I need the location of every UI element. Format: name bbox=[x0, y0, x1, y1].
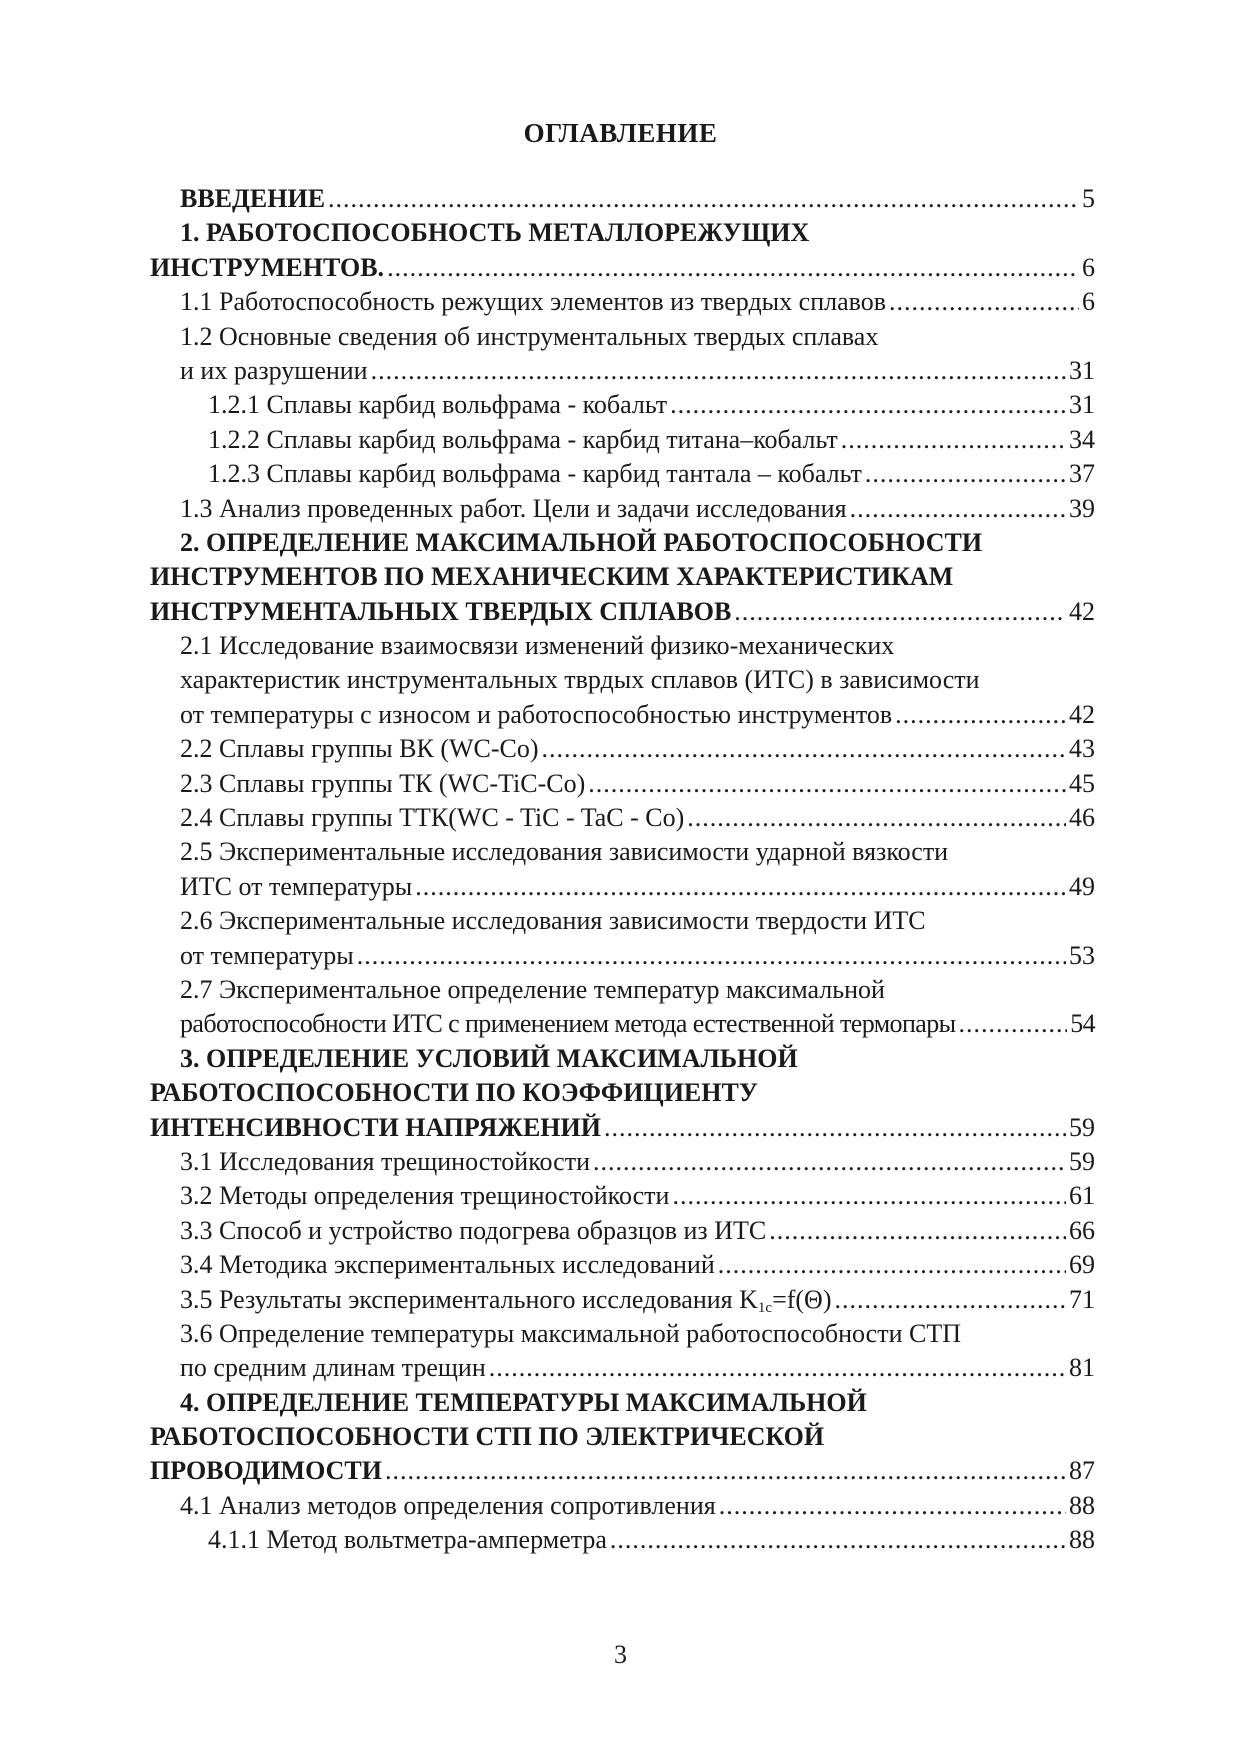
toc-entry-label: ИНСТРУМЕНТОВ ПО МЕХАНИЧЕСКИМ ХАРАКТЕРИСТИКАМ bbox=[150, 562, 954, 592]
toc-entry-label: 2.7 Экспериментальное определение температур максимальной bbox=[180, 974, 885, 1004]
toc-entry-ch4-line1[interactable] bbox=[150, 1386, 1095, 1420]
toc-title: ОГЛАВЛЕНИЕ bbox=[523, 118, 718, 148]
toc-entry-3-4[interactable] bbox=[150, 1248, 1095, 1282]
toc-entry-ch3-line2[interactable] bbox=[150, 1076, 1095, 1110]
toc-entry-label: 1.2.1 Сплавы карбид вольфрама - кобальт bbox=[208, 390, 668, 420]
toc-entry-page: 46 bbox=[1069, 803, 1095, 833]
toc-entry-label: РАБОТОСПОСОБНОСТИ ПО КОЭФФИЦИЕНТУ bbox=[150, 1078, 758, 1108]
toc-entry-page: 88 bbox=[1069, 1525, 1095, 1555]
toc-entry-label: 4.1 Анализ методов определения сопротивления bbox=[180, 1490, 716, 1520]
toc-entry-2-6[interactable] bbox=[150, 939, 1095, 973]
dot-leader bbox=[489, 1351, 1066, 1385]
toc-entry-ch2-line2[interactable] bbox=[150, 560, 1095, 594]
toc-entry-label: 3.4 Методика экспериментальных исследований bbox=[180, 1250, 715, 1280]
toc-entry-page: 34 bbox=[1069, 424, 1095, 454]
toc-entry-label: 2. ОПРЕДЕЛЕНИЕ МАКСИМАЛЬНОЙ РАБОТОСПОСОБНОСТИ bbox=[180, 527, 983, 557]
toc-entry-page: 5 bbox=[1082, 184, 1095, 213]
toc-entry-label: ИНСТРУМЕНТОВ. bbox=[150, 252, 385, 282]
dot-leader bbox=[357, 939, 1066, 973]
dot-leader bbox=[593, 1145, 1066, 1179]
toc-entry-page: 87 bbox=[1069, 1456, 1095, 1486]
toc-entry-page: 42 bbox=[1069, 699, 1095, 729]
toc-entry-2-1-line2[interactable] bbox=[150, 663, 1095, 697]
toc-entry-label: 1.1 Работоспособность режущих элементов из твердых сплавов bbox=[180, 287, 886, 317]
toc-entry-page: 69 bbox=[1069, 1250, 1095, 1280]
dot-leader bbox=[328, 182, 1079, 216]
toc-entry-ch4-line2[interactable] bbox=[150, 1420, 1095, 1454]
toc-entry-ch2[interactable] bbox=[150, 595, 1095, 629]
toc-entry-3-3[interactable] bbox=[150, 1214, 1095, 1248]
dot-leader bbox=[371, 354, 1066, 388]
toc-entry-page: 39 bbox=[1069, 493, 1095, 523]
toc-entry-label: 1. РАБОТОСПОСОБНОСТЬ МЕТАЛЛОРЕЖУЩИХ bbox=[180, 218, 810, 248]
dot-leader bbox=[672, 1179, 1066, 1213]
toc-entry-ch1-line1[interactable] bbox=[150, 216, 1095, 250]
toc-entry-page: 37 bbox=[1069, 459, 1095, 489]
toc-entry-1-2-1[interactable] bbox=[150, 388, 1095, 422]
toc-entry-label: 2.5 Экспериментальные исследования зависимости ударной вязкости bbox=[180, 837, 949, 867]
dot-leader bbox=[415, 870, 1066, 904]
toc-entry-page: 31 bbox=[1069, 390, 1095, 420]
toc-entry-page: 49 bbox=[1069, 871, 1095, 901]
toc-entry-label: по средним длинам трещин bbox=[180, 1353, 486, 1383]
toc-entry-page: 43 bbox=[1069, 734, 1095, 764]
toc-entry-label: 2.4 Сплавы группы ТТК(WC - TiC - TaC - Co) bbox=[180, 803, 685, 833]
toc-entry-label: 2.3 Сплавы группы ТК (WC-TiC-Co) bbox=[180, 768, 586, 798]
toc-entry-label: 3.1 Исследования трещиностойкости bbox=[180, 1146, 590, 1176]
toc-entry-label: 4.1.1 Метод вольтметра-амперметра bbox=[208, 1525, 607, 1555]
dot-leader bbox=[958, 1007, 1067, 1041]
table-of-contents bbox=[150, 182, 1095, 1558]
dot-leader bbox=[588, 767, 1066, 801]
dot-leader bbox=[895, 698, 1066, 732]
toc-entry-label: 2.1 Исследование взаимосвязи изменений физико-механических bbox=[180, 631, 895, 661]
toc-entry-label: РАБОТОСПОСОБНОСТИ СТП ПО ЭЛЕКТРИЧЕСКОЙ bbox=[150, 1422, 825, 1452]
dot-leader bbox=[387, 251, 1079, 285]
toc-entry-page: 45 bbox=[1069, 768, 1095, 798]
page-number: 3 bbox=[614, 1640, 627, 1669]
toc-entry-page: 6 bbox=[1082, 287, 1095, 317]
dot-leader bbox=[542, 732, 1066, 766]
toc-entry-label: и их разрушении bbox=[180, 355, 368, 385]
formula-suffix: =f(Θ) bbox=[772, 1284, 832, 1314]
toc-entry-label: ИНСТРУМЕНТАЛЬНЫХ ТВЕРДЫХ СПЛАВОВ bbox=[150, 596, 732, 626]
formula-subscript: 1c bbox=[757, 1299, 773, 1316]
toc-entry-1-2[interactable] bbox=[150, 354, 1095, 388]
toc-entry-label: ИНТЕНСИВНОСТИ НАПРЯЖЕНИЙ bbox=[150, 1112, 601, 1142]
toc-entry-1-2-line1[interactable] bbox=[150, 320, 1095, 354]
toc-entry-page: 54 bbox=[1070, 1009, 1095, 1039]
dot-leader bbox=[734, 595, 1066, 629]
toc-entry-page: 6 bbox=[1082, 252, 1095, 282]
toc-entry-2-5[interactable] bbox=[150, 870, 1095, 904]
toc-entry-1-2-3[interactable] bbox=[150, 457, 1095, 491]
toc-entry-label: характеристик инструментальных тврдых сплавов (ИТС) в зависимости bbox=[180, 665, 980, 695]
dot-leader bbox=[718, 1248, 1066, 1282]
toc-entry-page: 81 bbox=[1069, 1353, 1095, 1383]
dot-leader bbox=[834, 1283, 1066, 1317]
dot-leader bbox=[850, 492, 1066, 526]
toc-entry-label: 1.2.3 Сплавы карбид вольфрама - карбид тантала – кобальт bbox=[208, 459, 862, 489]
toc-entry-ch3[interactable] bbox=[150, 1111, 1095, 1145]
dot-leader bbox=[719, 1489, 1066, 1523]
toc-entry-label: 1.3 Анализ проведенных работ. Цели и задачи исследования bbox=[180, 493, 847, 523]
toc-entry-label: 1.2 Основные сведения об инструментальных твердых сплавах bbox=[180, 321, 879, 351]
toc-entry-label: 2.6 Экспериментальные исследования зависимости твердости ИТС bbox=[180, 906, 926, 936]
toc-entry-label bbox=[180, 1283, 831, 1317]
toc-entry-page: 31 bbox=[1069, 355, 1095, 385]
dot-leader bbox=[865, 457, 1066, 491]
toc-entry-2-1-line1[interactable] bbox=[150, 629, 1095, 663]
toc-entry-page: 42 bbox=[1069, 596, 1095, 626]
toc-entry-3-2[interactable] bbox=[150, 1179, 1095, 1213]
toc-entry-page: 88 bbox=[1069, 1490, 1095, 1520]
dot-leader bbox=[604, 1111, 1066, 1145]
toc-entry-ch1[interactable] bbox=[150, 251, 1095, 285]
toc-entry-intro[interactable] bbox=[150, 182, 1095, 216]
toc-entry-label: ВВЕДЕНИЕ bbox=[180, 184, 326, 213]
toc-entry-ch2-line1[interactable] bbox=[150, 526, 1095, 560]
toc-entry-label: 3. ОПРЕДЕЛЕНИЕ УСЛОВИЙ МАКСИМАЛЬНОЙ bbox=[180, 1043, 798, 1073]
toc-entry-ch3-line1[interactable] bbox=[150, 1042, 1095, 1076]
toc-entry-3-1[interactable] bbox=[150, 1145, 1095, 1179]
toc-entry-label: 4. ОПРЕДЕЛЕНИЕ ТЕМПЕРАТУРЫ МАКСИМАЛЬНОЙ bbox=[180, 1387, 867, 1417]
toc-entry-4-1[interactable] bbox=[150, 1489, 1095, 1523]
toc-entry-page: 71 bbox=[1069, 1284, 1095, 1314]
dot-leader bbox=[889, 285, 1079, 319]
toc-entry-2-3[interactable] bbox=[150, 767, 1095, 801]
toc-entry-page: 66 bbox=[1069, 1215, 1095, 1245]
formula-prefix: 3.5 Результаты экспериментального исследования K bbox=[180, 1284, 758, 1314]
toc-entry-1-2-2[interactable] bbox=[150, 423, 1095, 457]
toc-entry-3-6-line1[interactable] bbox=[150, 1317, 1095, 1351]
toc-entry-2-4[interactable] bbox=[150, 801, 1095, 835]
toc-entry-2-2[interactable] bbox=[150, 732, 1095, 766]
toc-entry-label: ПРОВОДИМОСТИ bbox=[150, 1456, 382, 1486]
toc-entry-label: ИТС от температуры bbox=[180, 871, 413, 901]
dot-leader bbox=[769, 1214, 1066, 1248]
toc-entry-label: от температуры с износом и работоспособностью инструментов bbox=[180, 699, 893, 729]
toc-entry-2-7[interactable] bbox=[150, 1007, 1095, 1041]
toc-entry-label: 2.2 Сплавы группы ВК (WC-Co) bbox=[180, 734, 539, 764]
dot-leader bbox=[687, 801, 1066, 835]
toc-entry-3-6[interactable] bbox=[150, 1351, 1095, 1385]
toc-entry-page: 59 bbox=[1069, 1112, 1095, 1142]
dot-leader bbox=[841, 423, 1066, 457]
toc-entry-label: работоспособности ИТС с применением метода естественной термопары bbox=[180, 1009, 956, 1039]
toc-entry-3-5[interactable] bbox=[150, 1283, 1095, 1317]
toc-entry-2-5-line1[interactable] bbox=[150, 835, 1095, 869]
toc-entry-4-1-1[interactable] bbox=[150, 1523, 1095, 1557]
dot-leader bbox=[385, 1454, 1066, 1488]
toc-entry-label: 3.3 Способ и устройство подогрева образцов из ИТС bbox=[180, 1215, 767, 1245]
toc-entry-ch4[interactable] bbox=[150, 1454, 1095, 1488]
dot-leader bbox=[670, 388, 1066, 422]
toc-entry-2-7-line1[interactable] bbox=[150, 973, 1095, 1007]
toc-entry-label: 3.2 Методы определения трещиностойкости bbox=[180, 1181, 670, 1211]
toc-entry-page: 59 bbox=[1069, 1146, 1095, 1176]
toc-entry-1-1[interactable] bbox=[150, 285, 1095, 319]
toc-entry-2-6-line1[interactable] bbox=[150, 904, 1095, 938]
toc-entry-label: 1.2.2 Сплавы карбид вольфрама - карбид титана–кобальт bbox=[208, 424, 838, 454]
toc-entry-1-3[interactable] bbox=[150, 492, 1095, 526]
toc-entry-page: 61 bbox=[1069, 1181, 1095, 1211]
toc-entry-label: от температуры bbox=[180, 940, 354, 970]
dot-leader bbox=[610, 1523, 1066, 1557]
toc-entry-page: 53 bbox=[1069, 940, 1095, 970]
toc-entry-2-1[interactable] bbox=[150, 698, 1095, 732]
toc-entry-label: 3.6 Определение температуры максимальной работоспособности СТП bbox=[180, 1318, 962, 1348]
